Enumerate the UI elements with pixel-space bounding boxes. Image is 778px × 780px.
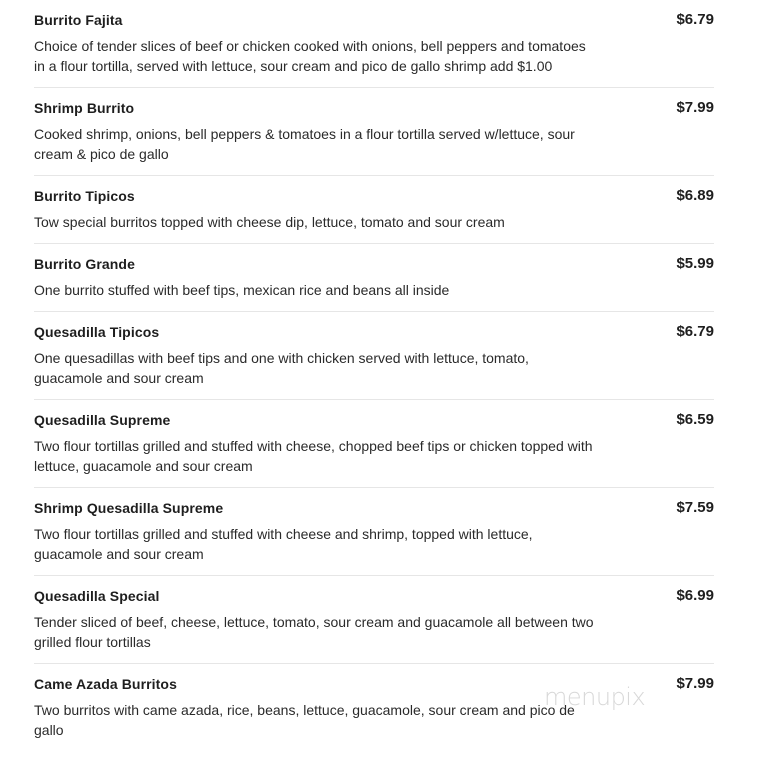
- item-price: $6.79: [676, 323, 714, 340]
- item-price: $6.99: [676, 587, 714, 604]
- menu-item: [34, 322, 714, 400]
- item-price: $7.59: [676, 499, 714, 516]
- item-description: Cooked shrimp, onions, bell peppers & tomatoes in a flour tortilla served w/lettuce, sour cream & pico de gallo: [34, 126, 575, 162]
- item-price: $7.99: [676, 99, 714, 116]
- item-description: One quesadillas with beef tips and one with chicken served with lettuce, tomato, guacamole and sour cream: [34, 350, 529, 386]
- item-description: Tow special burritos topped with cheese dip, lettuce, tomato and sour cream: [34, 214, 505, 230]
- menu-item: [34, 586, 714, 664]
- item-description: Two burritos with came azada, rice, beans, lettuce, guacamole, sour cream and pico de gallo: [34, 702, 575, 738]
- item-description: Tender sliced of beef, cheese, lettuce, tomato, sour cream and guacamole all between two grilled flour tortillas: [34, 614, 594, 650]
- item-name: Shrimp Quesadilla Supreme: [34, 500, 224, 516]
- menu-list: [34, 10, 714, 761]
- item-name: Shrimp Burrito: [34, 100, 135, 116]
- item-description: Two flour tortillas grilled and stuffed with cheese and shrimp, topped with lettuce, guacamole and sour cream: [34, 526, 533, 562]
- item-name: Quesadilla Supreme: [34, 412, 171, 428]
- menu-item: [34, 186, 714, 244]
- menu-item: [34, 410, 714, 488]
- item-name: Burrito Fajita: [34, 12, 123, 28]
- item-name: Burrito Grande: [34, 256, 135, 272]
- item-price: $7.99: [676, 675, 714, 692]
- item-name: Burrito Tipicos: [34, 188, 135, 204]
- menu-item: [34, 98, 714, 176]
- watermark: menupix: [544, 683, 646, 711]
- item-price: $6.59: [676, 411, 714, 428]
- item-price: $6.79: [676, 11, 714, 28]
- item-description: One burrito stuffed with beef tips, mexican rice and beans all inside: [34, 282, 450, 298]
- item-name: Came Azada Burritos: [34, 676, 177, 692]
- menu-item: [34, 498, 714, 576]
- item-description: Choice of tender slices of beef or chicken cooked with onions, bell peppers and tomatoes in a flour tortilla, served with lettuce, sour cream and pico de gallo shrimp add $1.00: [34, 38, 586, 74]
- menu-item: [34, 10, 714, 88]
- menu-item: [34, 254, 714, 312]
- item-price: $5.99: [676, 255, 714, 272]
- item-name: Quesadilla Special: [34, 588, 160, 604]
- item-name: Quesadilla Tipicos: [34, 324, 160, 340]
- item-description: Two flour tortillas grilled and stuffed with cheese, chopped beef tips or chicken topped with lettuce, guacamole and sour cream: [34, 438, 593, 474]
- item-price: $6.89: [676, 187, 714, 204]
